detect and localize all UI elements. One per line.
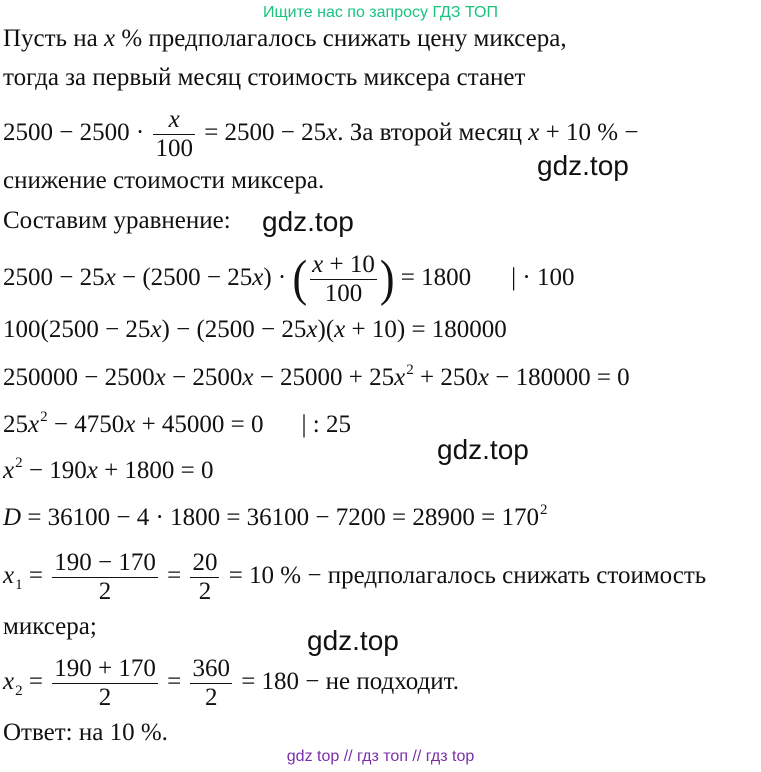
solution-line-2: тогда за первый месяц стоимость миксера станет	[3, 64, 526, 91]
solution-line-14: $x_2$ = $\frac{190 + 170}{2}$ = $\frac{360}{2}$ = 180 − не подходит.	[3, 654, 459, 711]
watermark-gdz-top: gdz.top	[537, 150, 629, 181]
solution-line-3: 2500 − 2500 · $\frac{x}{100}$ = 2500 − 25x. За второй месяц x + 10 % −	[3, 105, 639, 162]
fraction-x1: $\frac{190 - 170}{2}$	[54, 548, 156, 605]
fraction-x2: $\frac{190 + 170}{2}$	[54, 654, 156, 711]
solution-line-9: $25x^2 - 4750x + 45000 = 0$ | : 25	[3, 409, 351, 438]
watermark-gdz-top: gdz.top	[307, 625, 399, 656]
fraction-x-100: $\frac{x}{100}$	[155, 105, 193, 162]
solution-line-1: Пусть на x % предполагалось снижать цену миксера,	[3, 25, 567, 52]
solution-line-8: $250000 - 2500x - 2500x - 25000 + 25x^2 + 250x - 180000 = 0$	[3, 362, 630, 391]
solution-line-5: Составим уравнение:	[3, 207, 231, 234]
fraction-20-2: $\frac{20}{2}$	[192, 548, 218, 605]
solution-line-13: миксера;	[3, 613, 97, 640]
watermark-gdz-top: gdz.top	[262, 206, 354, 237]
fraction-x10-100: $\frac{x + 10}{100}$	[312, 250, 375, 307]
solution-line-6: 2500 − 25x − (2500 − 25x) · ( $\frac{x + 10}{100}$ ) = 1800 | · 100	[3, 250, 575, 307]
footer-watermark: gdz top // гдз топ // гдз top	[286, 748, 475, 765]
top-watermark: Ищите нас по запросу ГДЗ ТОП	[263, 4, 498, 21]
watermark-gdz-top: gdz.top	[437, 434, 529, 465]
solution-line-12: $x_1$ = $\frac{190 - 170}{2}$ = $\frac{20}{2}$ = 10 % − предполагалось снижать стоимость	[3, 548, 707, 605]
solution-line-10: $x^2 - 190x + 1800 = 0$	[3, 455, 214, 484]
solution-line-7: 100(2500 − 25x) − (2500 − 25x)(x + 10) = 180000	[3, 316, 507, 343]
answer-line: Ответ: на 10 %.	[3, 719, 168, 746]
fraction-360-2: $\frac{360}{2}$	[192, 654, 230, 711]
solution-line-4: снижение стоимости миксера.	[3, 167, 325, 194]
solution-line-11: $D = 36100 - 4 \cdot 1800 = 36100 - 7200 = 28900 = 170^2$	[3, 502, 548, 531]
